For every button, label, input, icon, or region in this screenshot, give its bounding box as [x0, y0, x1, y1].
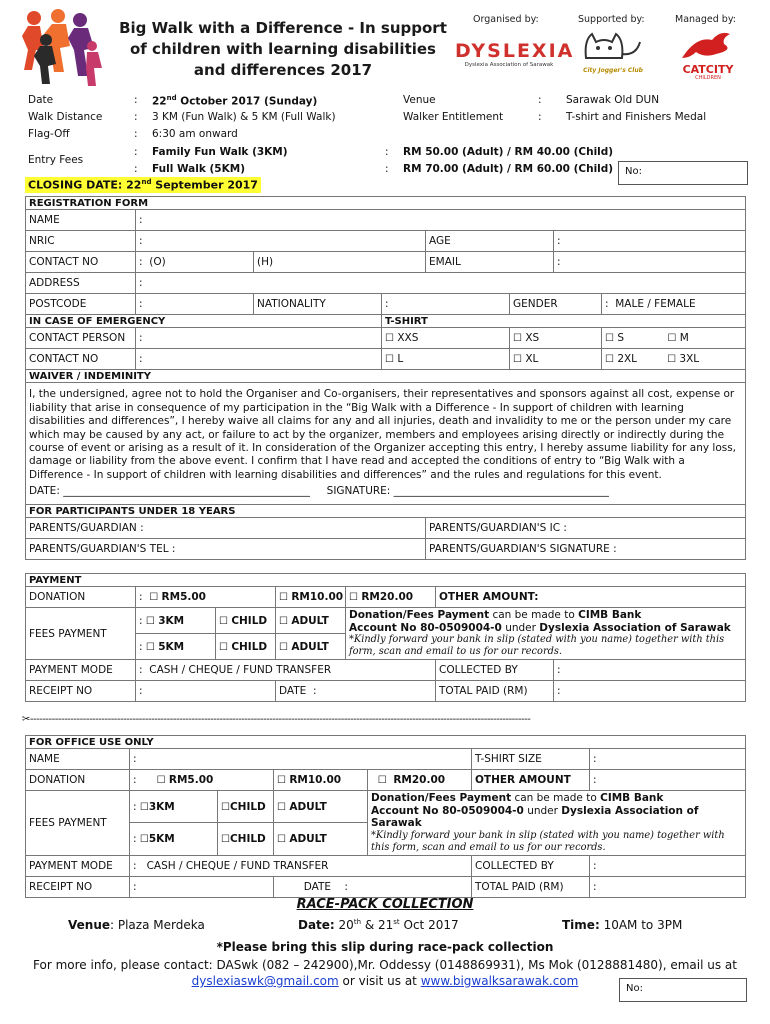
nationality-label: NATIONALITY	[254, 294, 382, 315]
nric-label: NRIC	[26, 231, 136, 252]
waiver-signature-field[interactable]: SIGNATURE: _________________________________________	[326, 485, 609, 498]
fees-5km-option[interactable]: : ☐ 5KM	[136, 634, 216, 660]
address-field[interactable]: :	[136, 273, 746, 294]
registration-section-header: REGISTRATION FORM	[26, 197, 746, 210]
nationality-field[interactable]: :	[382, 294, 510, 315]
office-collected-by-label: COLLECTED BY	[472, 855, 590, 876]
organised-by-label: Organised by:	[473, 14, 539, 25]
fees-3km-option[interactable]: : ☐ 3KM	[136, 608, 216, 634]
office-donation-label: DONATION	[26, 770, 130, 791]
total-paid-label: TOTAL PAID (RM)	[436, 681, 554, 702]
office-other-amount-field[interactable]: :	[590, 770, 746, 791]
donation-rm20-option[interactable]: ☐ RM20.00	[346, 587, 436, 608]
race-pack-venue: Venue: Plaza Merdeka	[68, 918, 205, 932]
office-5km-option[interactable]: : ☐5KM	[130, 823, 218, 855]
office-total-paid-label: TOTAL PAID (RM)	[472, 876, 590, 897]
guardian-ic-field[interactable]: PARENTS/GUARDIAN'S IC :	[426, 518, 746, 539]
donation-rm10-option[interactable]: ☐ RM10.00	[276, 587, 346, 608]
email-link[interactable]: dyslexiaswk@gmail.com	[191, 974, 339, 988]
contact-no-label: CONTACT NO	[26, 252, 136, 273]
colon: :	[385, 163, 389, 175]
office-5km-child-option[interactable]: ☐CHILD	[218, 823, 274, 855]
venue-value: Sarawak Old DUN	[566, 94, 660, 106]
supported-by-label: Supported by:	[578, 14, 645, 25]
emergency-section-header: IN CASE OF EMERGENCY	[26, 315, 382, 328]
scissors-icon: ✂-----------------------------------------------------------------------------------------------------------------------------------------------------------------	[22, 714, 531, 725]
donation-label: DONATION	[26, 587, 136, 608]
contact-links: dyslexiaswk@gmail.com or visit us at www.bigwalksarawak.com	[191, 974, 579, 988]
office-bank-payment-info: Donation/Fees Payment can be made to CIMB Bank Account No 80-0509004-0 under Dyslexia Association of Sarawak *Kindly forward your bank in slip (stated with you name) together with this form, scan and email to us for our records.	[368, 791, 746, 856]
colon: :	[134, 146, 138, 158]
waiver-section-header: WAIVER / INDEMINITY	[26, 370, 746, 383]
contact-person-label: CONTACT PERSON	[26, 328, 136, 349]
race-pack-title: RACE-PACK COLLECTION	[296, 897, 474, 912]
office-3km-adult-option[interactable]: ☐ ADULT	[274, 791, 368, 823]
entry-number-box[interactable]: No:	[618, 161, 748, 185]
walker-entitlement-label: Walker Entitlement	[403, 111, 504, 123]
total-paid-field[interactable]: :	[554, 681, 746, 702]
collected-by-field[interactable]: :	[554, 660, 746, 681]
page-title: Big Walk with a Difference - In support of children with learning disabilities and differences 2017	[119, 19, 447, 79]
fees-price-3km: RM 50.00 (Adult) / RM 40.00 (Child)	[403, 146, 614, 158]
managed-by-label: Managed by:	[675, 14, 736, 25]
colon: :	[538, 111, 542, 123]
emergency-contact-no-field[interactable]: :	[136, 349, 382, 370]
venue-label: Venue	[403, 94, 436, 106]
walk-distance-label: Walk Distance	[28, 111, 103, 123]
walker-entitlement-value: T-shirt and Finishers Medal	[566, 111, 707, 123]
fees-3km-child-option[interactable]: ☐ CHILD	[216, 608, 276, 634]
colon: :	[134, 128, 138, 140]
waiver-text: I, the undersigned, agree not to hold the Organiser and Co-organisers, their representatives and sponsors against all cost, expense or liability that arise in consequence of my participation in the “Big Walk with a Difference - In support of children with learning disabilities and differences”, I hereby waive all claims for any and all injuries, death and invalidity to me or the person under my care which may be caused by any act, or failure to act by the organizer, members and employees arising directly or indirectly during the course of event or arising as a result of it. In consideration of the Organizer accepting this entry, I hereby assume liability for any loss, damage or liability from the above event. I confirm that I have read and accepted the conditions of entry to “Big Walk with a Difference - In support of children with learning disabilities and differences” and the rules and regulations for this event. DATE: _______________________________________________ SIGNATURE: _________________________________________	[26, 383, 746, 505]
race-pack-date: Date: 20th & 21st Oct 2017	[298, 918, 459, 932]
guardian-field[interactable]: PARENTS/GUARDIAN :	[26, 518, 426, 539]
bring-slip-note: *Please bring this slip during race-pack collection	[216, 940, 554, 954]
flag-off-value: 6:30 am onward	[152, 128, 238, 140]
age-field[interactable]: :	[554, 231, 746, 252]
office-tshirt-size-field[interactable]: :	[590, 749, 746, 770]
colon: :	[385, 146, 389, 158]
gender-label: GENDER	[510, 294, 602, 315]
date-value: 22nd October 2017 (Sunday)	[152, 94, 318, 108]
colon: :	[134, 163, 138, 175]
name-label: NAME	[26, 210, 136, 231]
city-joggers-logo: City Jogger's Club	[578, 28, 648, 78]
email-label: EMAIL	[426, 252, 554, 273]
email-field[interactable]: :	[554, 252, 746, 273]
office-tshirt-size-label: T-SHIRT SIZE	[472, 749, 590, 770]
office-rm20-option[interactable]: ☐ RM20.00	[368, 770, 472, 791]
waiver-date-field[interactable]: DATE: _______________________________________________	[29, 485, 310, 498]
payment-mode-field[interactable]: : CASH / CHEQUE / FUND TRANSFER	[136, 660, 436, 681]
race-pack-number-box[interactable]: No:	[619, 978, 747, 1002]
payment-date-field[interactable]: DATE :	[276, 681, 436, 702]
age-label: AGE	[426, 231, 554, 252]
tshirt-section-header: T-SHIRT	[382, 315, 746, 328]
size-s-m-option[interactable]: ☐ S ☐ M	[602, 328, 746, 349]
fees-5km-child-option[interactable]: ☐ CHILD	[216, 634, 276, 660]
closing-date: CLOSING DATE: 22nd September 2017	[25, 177, 261, 193]
contact-person-field[interactable]: :	[136, 328, 382, 349]
fees-item-3km: Family Fun Walk (3KM)	[152, 146, 288, 158]
registration-table	[25, 196, 746, 560]
office-fees-payment-label: FEES PAYMENT	[26, 791, 130, 856]
other-amount-field[interactable]: OTHER AMOUNT:	[436, 587, 746, 608]
size-l-option[interactable]: ☐ L	[382, 349, 510, 370]
size-xs-option[interactable]: ☐ XS	[510, 328, 602, 349]
office-rm5-option[interactable]: : ☐ RM5.00	[130, 770, 274, 791]
guardian-signature-field[interactable]: PARENTS/GUARDIAN'S SIGNATURE :	[426, 539, 746, 560]
guardian-tel-field[interactable]: PARENTS/GUARDIAN'S TEL :	[26, 539, 426, 560]
race-pack-time: Time: 10AM to 3PM	[562, 918, 683, 932]
colon: :	[538, 94, 542, 106]
office-date-field[interactable]: DATE :	[274, 876, 472, 897]
catcity-logo: CATCITY CHILDREN	[676, 28, 740, 78]
contact-home-field[interactable]: (H)	[254, 252, 426, 273]
contact-office-field[interactable]: : (O)	[136, 252, 254, 273]
office-3km-child-option[interactable]: ☐CHILD	[218, 791, 274, 823]
colon: :	[134, 111, 138, 123]
office-3km-option[interactable]: : ☐3KM	[130, 791, 218, 823]
collected-by-label: COLLECTED BY	[436, 660, 554, 681]
office-5km-adult-option[interactable]: ☐ ADULT	[274, 823, 368, 855]
office-receipt-no-field[interactable]: :	[130, 876, 274, 897]
size-xl-option[interactable]: ☐ XL	[510, 349, 602, 370]
office-name-field[interactable]: :	[130, 749, 472, 770]
office-other-amount-label: OTHER AMOUNT	[472, 770, 590, 791]
postcode-label: POSTCODE	[26, 294, 136, 315]
payment-mode-label: PAYMENT MODE	[26, 660, 136, 681]
office-total-paid-field[interactable]: :	[590, 876, 746, 897]
payment-section-header: PAYMENT	[26, 574, 746, 587]
office-collected-by-field[interactable]: :	[590, 855, 746, 876]
bank-payment-info: Donation/Fees Payment can be made to CIMB Bank Account No 80-0509004-0 under Dyslexia Association of Sarawak *Kindly forward your bank in slip (stated with you name) together with this form, scan and email to us for our records.	[346, 608, 746, 660]
cat-icon	[578, 28, 648, 64]
entry-fees-label: Entry Fees	[28, 154, 84, 166]
office-section-header: FOR OFFICE USE ONLY	[26, 736, 746, 749]
office-rm10-option[interactable]: ☐ RM10.00	[274, 770, 368, 791]
fees-3km-adult-option[interactable]: ☐ ADULT	[276, 608, 346, 634]
walk-distance-value: 3 KM (Fun Walk) & 5 KM (Full Walk)	[152, 111, 336, 123]
date-label: Date	[28, 94, 54, 106]
runners-logo	[14, 6, 108, 88]
emergency-contact-no-label: CONTACT NO	[26, 349, 136, 370]
fees-payment-label: FEES PAYMENT	[26, 608, 136, 660]
colon: :	[134, 94, 138, 106]
office-payment-mode-field[interactable]: : CASH / CHEQUE / FUND TRANSFER	[130, 855, 472, 876]
fees-5km-adult-option[interactable]: ☐ ADULT	[276, 634, 346, 660]
gender-field[interactable]: : MALE / FEMALE	[602, 294, 746, 315]
receipt-no-label: RECEIPT NO	[26, 681, 136, 702]
donation-rm5-option[interactable]: : ☐ RM5.00	[136, 587, 276, 608]
contact-info: For more info, please contact: DASwk (082 – 242900),Mr. Oddessy (0148869931), Ms Mok (0128881480), email us at	[33, 958, 737, 972]
office-payment-mode-label: PAYMENT MODE	[26, 855, 130, 876]
office-receipt-no-label: RECEIPT NO	[26, 876, 130, 897]
office-name-label: NAME	[26, 749, 130, 770]
payment-table	[25, 573, 746, 702]
under18-section-header: FOR PARTICIPANTS UNDER 18 YEARS	[26, 505, 746, 518]
size-xxs-option[interactable]: ☐ XXS	[382, 328, 510, 349]
dragon-icon	[676, 28, 740, 62]
flag-off-label: Flag-Off	[28, 128, 70, 140]
office-table	[25, 735, 746, 898]
receipt-no-field[interactable]: :	[136, 681, 276, 702]
fees-item-5km: Full Walk (5KM)	[152, 163, 245, 175]
website-link[interactable]: www.bigwalksarawak.com	[420, 974, 579, 988]
dyslexia-logo: DYSLEXIA Dyslexia Association of Sarawak	[455, 40, 575, 68]
fees-price-5km: RM 70.00 (Adult) / RM 60.00 (Child)	[403, 163, 614, 175]
name-field[interactable]: :	[136, 210, 746, 231]
cut-line	[22, 714, 748, 725]
address-label: ADDRESS	[26, 273, 136, 294]
nric-field[interactable]: :	[136, 231, 426, 252]
size-2xl-3xl-option[interactable]: ☐ 2XL ☐ 3XL	[602, 349, 746, 370]
postcode-field[interactable]: :	[136, 294, 254, 315]
